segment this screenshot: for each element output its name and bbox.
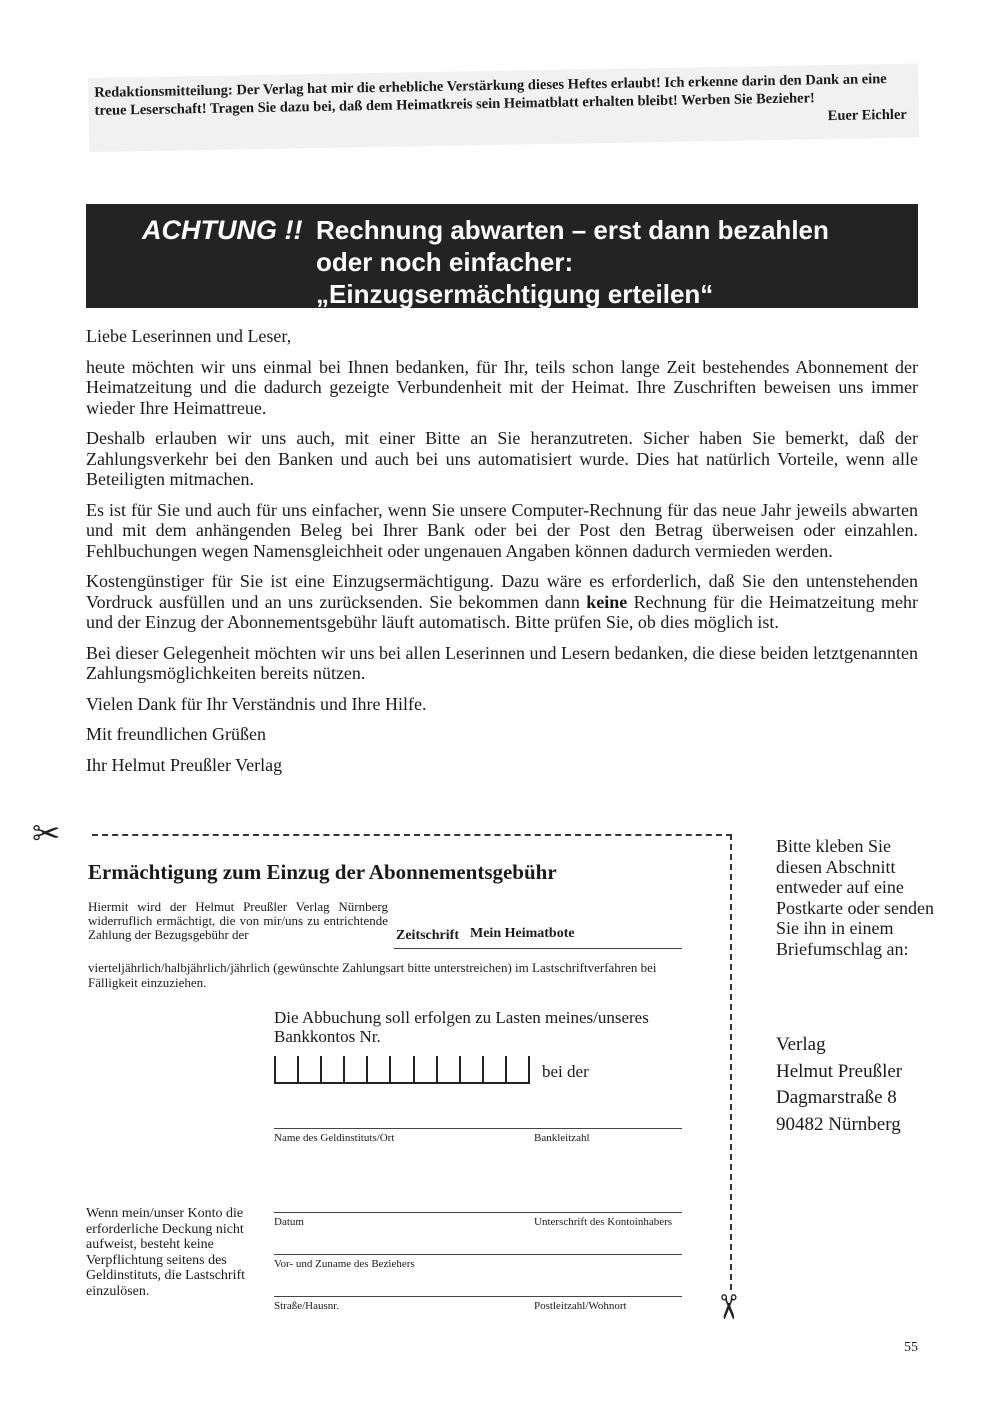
payment-frequency-text: vierteljährlich/halbjährlich/jährlich (gewünschte Zahlungsart bitte unterstreichen) im Lastschriftverfahren bei Fälligkeit einzuziehen. bbox=[88, 960, 657, 990]
scissors-icon-bottom: ✂ bbox=[708, 1292, 746, 1322]
abbuchung-text: Die Abbuchung soll erfolgen zu Lasten meines/unseres Bankkontos Nr. bbox=[274, 1008, 649, 1046]
address-line-1: Verlag bbox=[776, 1034, 826, 1055]
form-title: Ermächtigung zum Einzug der Abonnementsgebühr bbox=[88, 860, 557, 884]
letter-signature: Ihr Helmut Preußler Verlag bbox=[86, 754, 283, 775]
bank-name-label: Name des Geldinstituts/Ort bbox=[274, 1132, 395, 1144]
mailing-instruction: Bitte kleben Sie diesen Abschnitt entweder auf eine Postkarte oder senden Sie ihn in einem Briefumschlag an: bbox=[776, 836, 934, 959]
cut-line-vertical bbox=[730, 834, 732, 1290]
date-field-line[interactable] bbox=[274, 1212, 682, 1213]
letter-thanks: Vielen Dank für Ihr Verständnis und Ihre Hilfe. bbox=[86, 693, 427, 714]
publisher-address bbox=[776, 1032, 902, 1138]
zeitschrift-label: Zeitschrift bbox=[396, 928, 459, 943]
letter-paragraph-5: Bei dieser Gelegenheit möchten wir uns bei allen Leserinnen und Lesern bedanken, die diese beiden letztgenannten Zahlungsmöglichkeiten bereits nützen. bbox=[86, 642, 918, 683]
address-line-2: Helmut Preußler bbox=[776, 1060, 903, 1082]
street-label: Straße/Hausnr. bbox=[274, 1300, 340, 1312]
address-line-3: Dagmarstraße 8 bbox=[776, 1087, 897, 1108]
notice-text: Redaktionsmitteilung: Der Verlag hat mir die erhebliche Verstärkung dieses Heftes erlaubt! Ich erkenne darin den Dank an eine treue Leserschaft! Tragen Sie dazu bei, daß dem Heimatkreis sein Heimatblatt erhalten bleibt! Werben Sie Bezieher! bbox=[94, 71, 887, 119]
blz-label: Bankleitzahl bbox=[534, 1132, 590, 1144]
name-field-line[interactable] bbox=[274, 1254, 682, 1255]
editorial-notice bbox=[88, 64, 919, 152]
plz-label: Postleitzahl/Wohnort bbox=[534, 1300, 627, 1312]
zeitschrift-line bbox=[394, 948, 682, 949]
cut-line-horizontal bbox=[92, 834, 732, 836]
bank-field-line[interactable] bbox=[274, 1128, 682, 1129]
account-number-boxes[interactable] bbox=[274, 1056, 530, 1084]
letter-paragraph-1: heute möchten wir uns einmal bei Ihnen bedanken, für Ihr, teils schon lange Zeit bestehendes Abonnement der Heimatzeitung und die dadurch gezeigte Verbundenheit mit der Heimat. Ihre Zuschriften beweisen uns immer wieder Ihre Heimattreue. bbox=[86, 356, 918, 418]
letter-closing: Mit freundlichen Grüßen bbox=[86, 724, 266, 744]
street-field-line[interactable] bbox=[274, 1296, 682, 1297]
banner-line-2: oder noch einfacher: bbox=[316, 247, 574, 277]
name-label: Vor- und Zuname des Beziehers bbox=[274, 1258, 415, 1270]
achtung-banner bbox=[86, 204, 918, 308]
banner-line-1: Rechnung abwarten – erst dann bezahlen bbox=[316, 215, 829, 245]
notice-signature: Euer Eichler bbox=[827, 106, 907, 125]
p4-part-b: Rechnung für die Heimatzeitung mehr und der Einzug der Abonnementsgebühr läuft automatisch. Bitte prüfen Sie, ob dies möglich ist. bbox=[86, 591, 918, 632]
address-line-4: 90482 Nürnberg bbox=[776, 1113, 901, 1135]
letter-body bbox=[86, 326, 918, 785]
banner-line-3: „Einzugsermächtigung erteilen“ bbox=[316, 279, 714, 309]
form-intro: Hiermit wird der Helmut Preußler Verlag Nürnberg widerruflich ermächtigt, die von mir/uns zu entrichtende Zahlung der Bezugsgebühr der bbox=[88, 899, 388, 942]
coverage-note: Wenn mein/unser Konto die erforderliche Deckung nicht aufweist, besteht keine Verpflichtung seitens des Geldinstituts, die Lastschrift einzulösen. bbox=[86, 1206, 246, 1299]
scissors-icon: ✂ bbox=[32, 816, 61, 853]
banner-achtung: ACHTUNG !! bbox=[142, 215, 303, 245]
letter-paragraph-4 bbox=[86, 571, 918, 633]
bei-der-label: bei der bbox=[542, 1062, 589, 1081]
zeitschrift-value[interactable]: Mein Heimatbote bbox=[470, 926, 575, 941]
letter-paragraph-2: Deshalb erlauben wir uns auch, mit einer Bitte an Sie heranzutreten. Sicher haben Sie bemerkt, daß der Zahlungsverkehr bei den Banken und auch bei uns automatisiert wurde. Dies hat natürlich Vorteile, wenn alle Beteiligten mitmachen. bbox=[86, 428, 918, 489]
letter-salutation: Liebe Leserinnen und Leser, bbox=[86, 326, 292, 346]
p4-part-a: Kostengünstiger für Sie ist eine Einzugsermächtigung. Dazu wäre es erforderlich, daß Sie den untenstehenden Vordruck ausfüllen und an uns zurücksenden. Sie bekommen dann bbox=[86, 571, 918, 612]
date-label: Datum bbox=[274, 1216, 304, 1228]
p4-bold: keine bbox=[586, 591, 628, 612]
letter-paragraph-3: Es ist für Sie und auch für uns einfacher, wenn Sie unsere Computer-Rechnung für das neue Jahr jeweils abwarten und mit dem anhängenden Beleg bei Ihrer Bank oder bei der Post den Betrag überweisen oder einzahlen. Fehlbuchungen wegen Namensgleichheit oder ungenauen Angaben können dadurch vermieden werden. bbox=[86, 499, 918, 561]
page-number: 55 bbox=[904, 1340, 918, 1355]
signature-label: Unterschrift des Kontoinhabers bbox=[534, 1216, 673, 1228]
